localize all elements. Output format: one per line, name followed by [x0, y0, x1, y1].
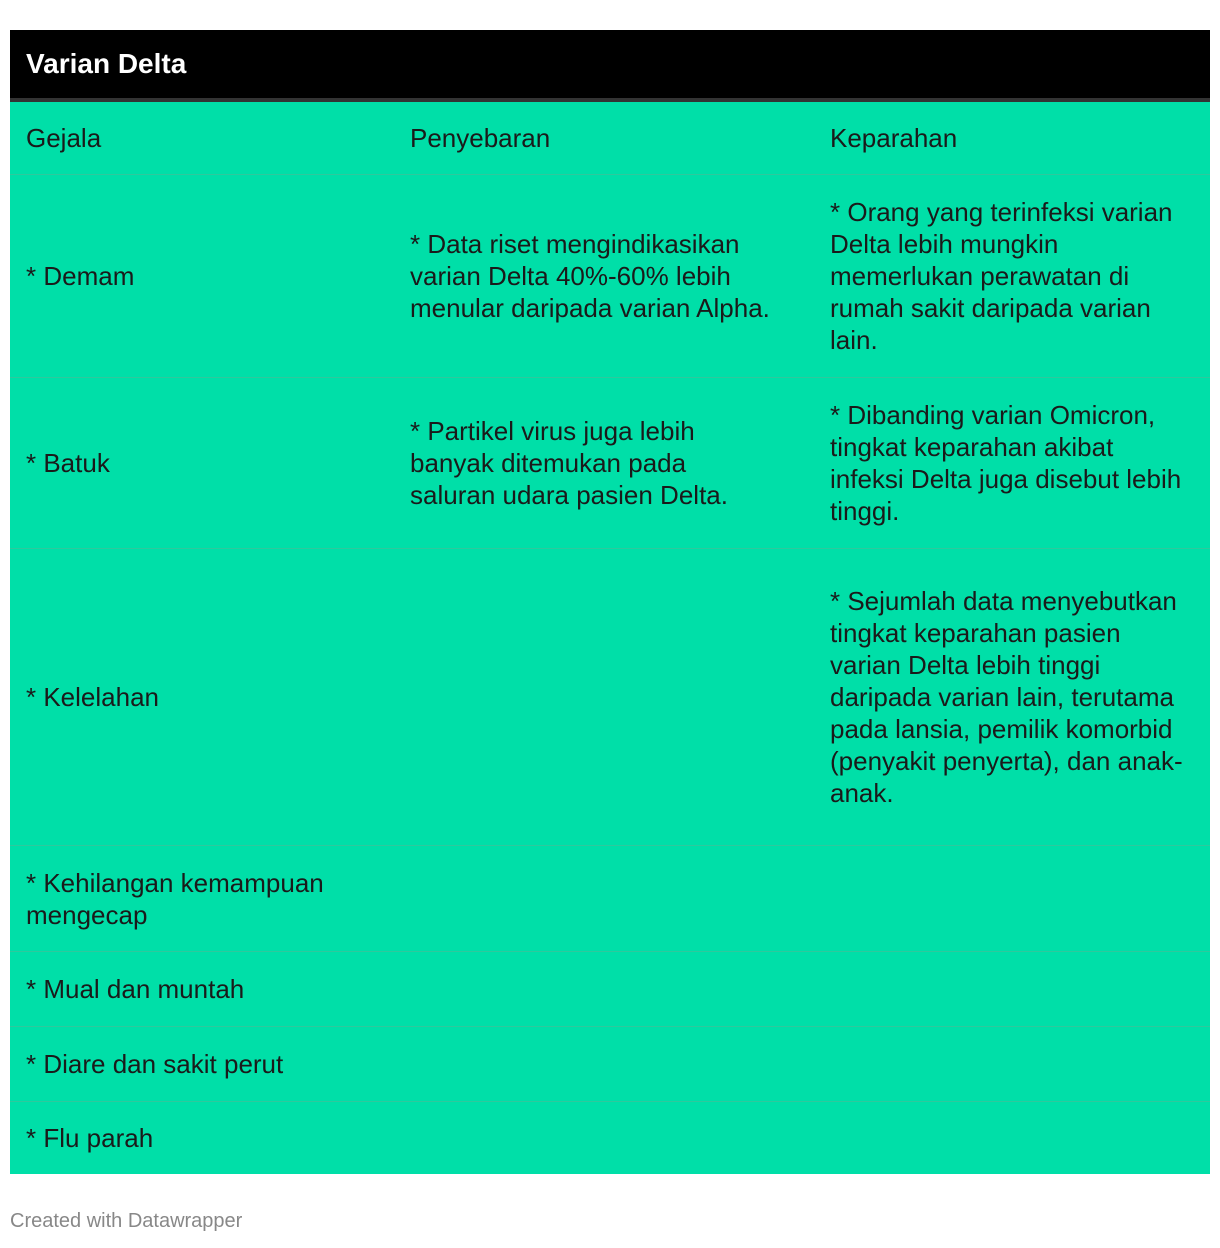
- cell-gejala: * Demam: [10, 175, 398, 378]
- cell-gejala: * Flu parah: [26, 1123, 154, 1153]
- table-row: [10, 378, 1210, 549]
- table-row: [10, 549, 1210, 846]
- header-keparahan: Keparahan: [818, 102, 1210, 175]
- data-table: [10, 30, 1210, 1174]
- footer-credit: Created with Datawrapper: [10, 1210, 243, 1232]
- cell-penyebaran: [398, 952, 818, 1027]
- cell-gejala: * Batuk: [10, 378, 398, 549]
- cell-gejala: * Kelelahan: [10, 549, 398, 846]
- cell-penyebaran: [398, 1102, 818, 1175]
- cell-gejala: * Kehilangan kemampuan mengecap: [10, 846, 398, 952]
- header-gejala: Gejala: [10, 102, 398, 175]
- cell-keparahan: [818, 846, 1210, 952]
- cell-penyebaran: [398, 1027, 818, 1102]
- table-body: [10, 102, 1210, 1174]
- cell-keparahan: [818, 952, 1210, 1027]
- cell-penyebaran: [398, 549, 818, 846]
- table-row: [10, 175, 1210, 378]
- header-penyebaran: Penyebaran: [398, 102, 818, 175]
- cell-keparahan: * Dibanding varian Omicron, tingkat keparahan akibat infeksi Delta juga disebut lebih tinggi.: [818, 378, 1210, 549]
- table-title: Varian Delta: [10, 30, 1210, 102]
- cell-keparahan: [818, 1027, 1210, 1102]
- cell-penyebaran: * Data riset mengindikasikan varian Delta 40%-60% lebih menular daripada varian Alpha.: [398, 175, 818, 378]
- table-row: [10, 1027, 1210, 1102]
- cell-gejala: * Diare dan sakit perut: [10, 1027, 398, 1102]
- cell-keparahan: [818, 1102, 1210, 1175]
- header-row: [10, 102, 1210, 175]
- cell-penyebaran: * Partikel virus juga lebih banyak ditemukan pada saluran udara pasien Delta.: [398, 378, 818, 549]
- cell-gejala: * Mual dan muntah: [10, 952, 398, 1027]
- table-row: [10, 1102, 1210, 1175]
- table-row: [10, 846, 1210, 952]
- table-row: [10, 952, 1210, 1027]
- cell-keparahan: * Sejumlah data menyebutkan tingkat keparahan pasien varian Delta lebih tinggi daripada varian lain, terutama pada lansia, pemilik komorbid (penyakit penyerta), dan anak-anak.: [818, 549, 1210, 846]
- cell-penyebaran: [398, 846, 818, 952]
- cell-keparahan: * Orang yang terinfeksi varian Delta lebih mungkin memerlukan perawatan di rumah sakit daripada varian lain.: [818, 175, 1210, 378]
